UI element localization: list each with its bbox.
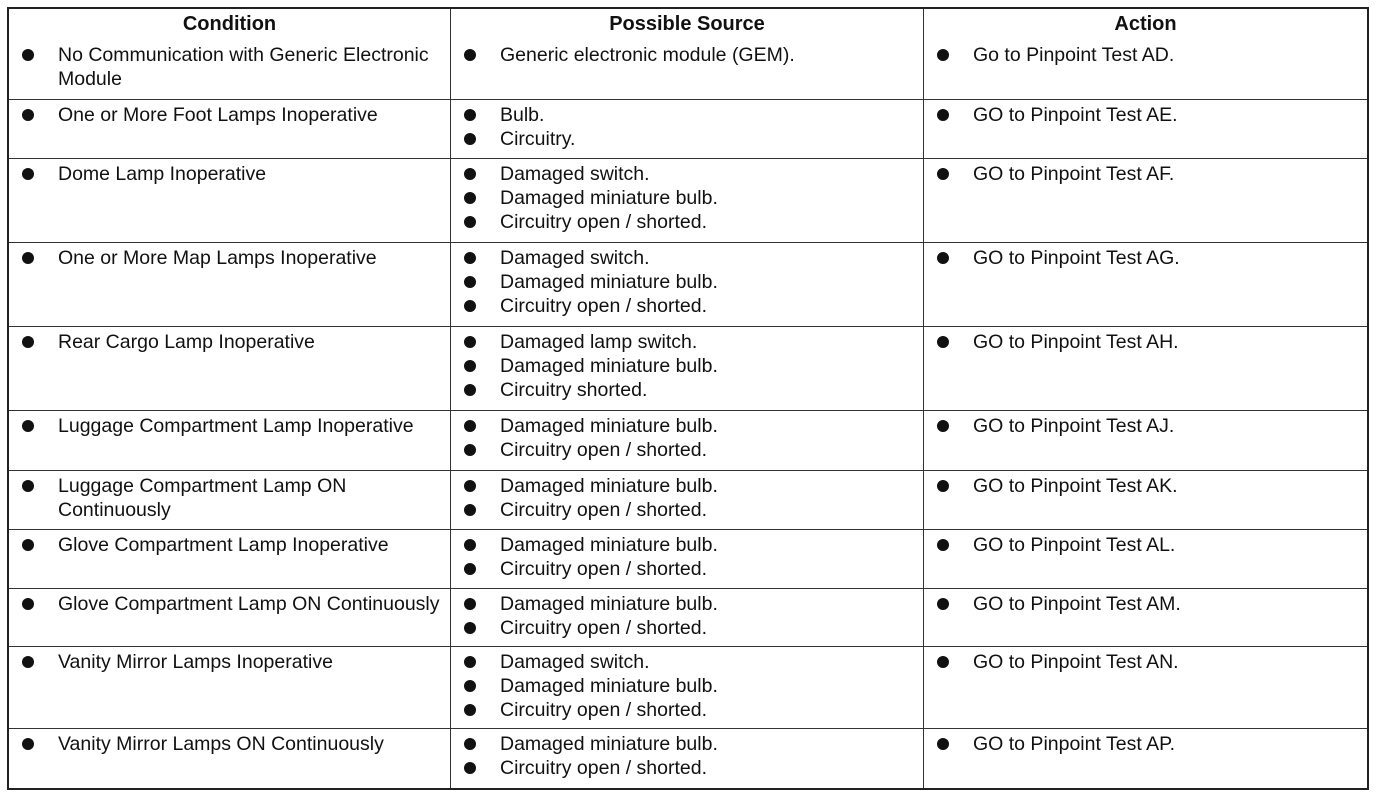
list-item <box>461 294 917 318</box>
bullet-icon <box>464 704 476 716</box>
source-text: Circuitry open / shorted. <box>500 617 708 639</box>
action-cell <box>924 159 1367 242</box>
list-item <box>19 592 444 616</box>
condition-cell <box>9 243 451 326</box>
list-item <box>461 732 917 756</box>
bullet-icon <box>937 109 949 121</box>
condition-cell <box>9 327 451 410</box>
bullet-icon <box>464 216 476 228</box>
bullet-icon <box>22 168 34 180</box>
source-text: Circuitry open / shorted. <box>500 439 708 461</box>
condition-cell <box>9 159 451 242</box>
bullet-icon <box>464 598 476 610</box>
possible-source-cell <box>451 471 924 529</box>
bullet-icon <box>464 336 476 348</box>
condition-text: Glove Compartment Lamp Inoperative <box>58 534 389 556</box>
action-cell <box>924 530 1367 588</box>
list-item <box>934 246 1361 270</box>
condition-cell <box>9 100 451 158</box>
list-item <box>934 330 1361 354</box>
action-cell <box>924 327 1367 410</box>
condition-cell <box>9 411 451 470</box>
table-body <box>9 40 1367 788</box>
action-text: GO to Pinpoint Test AL. <box>973 534 1176 556</box>
source-text: Bulb. <box>500 104 545 126</box>
source-text: Damaged switch. <box>500 651 650 673</box>
source-text: Generic electronic module (GEM). <box>500 44 795 66</box>
source-text: Damaged miniature bulb. <box>500 733 718 755</box>
action-cell <box>924 647 1367 728</box>
condition-text: Glove Compartment Lamp ON Continuously <box>58 593 440 615</box>
condition-cell <box>9 471 451 529</box>
table-row <box>9 588 1367 646</box>
condition-cell <box>9 729 451 788</box>
list-item <box>461 246 917 270</box>
possible-source-cell <box>451 327 924 410</box>
bullet-icon <box>937 539 949 551</box>
source-text: Damaged miniature bulb. <box>500 593 718 615</box>
condition-cell <box>9 530 451 588</box>
list-item <box>461 698 917 722</box>
bullet-icon <box>22 598 34 610</box>
list-item <box>461 438 917 462</box>
condition-cell <box>9 40 451 99</box>
bullet-icon <box>464 738 476 750</box>
table-row <box>9 158 1367 242</box>
list-item <box>461 474 917 498</box>
bullet-icon <box>22 480 34 492</box>
list-item <box>19 43 444 91</box>
bullet-icon <box>937 738 949 750</box>
source-text: Damaged miniature bulb. <box>500 675 718 697</box>
bullet-icon <box>937 480 949 492</box>
bullet-icon <box>464 444 476 456</box>
possible-source-cell <box>451 647 924 728</box>
table-header-row <box>9 9 1367 40</box>
list-item <box>934 103 1361 127</box>
table-row <box>9 410 1367 470</box>
bullet-icon <box>937 252 949 264</box>
source-text: Circuitry shorted. <box>500 379 648 401</box>
table-row <box>9 646 1367 728</box>
list-item <box>461 330 917 354</box>
list-item <box>19 650 444 674</box>
source-text: Damaged lamp switch. <box>500 331 698 353</box>
list-item <box>461 414 917 438</box>
table-row <box>9 99 1367 158</box>
list-item <box>19 732 444 756</box>
condition-text: Luggage Compartment Lamp ON Continuously <box>58 475 347 521</box>
bullet-icon <box>464 384 476 396</box>
source-text: Circuitry open / shorted. <box>500 499 708 521</box>
list-item <box>934 474 1361 498</box>
bullet-icon <box>937 49 949 61</box>
bullet-icon <box>464 168 476 180</box>
list-item <box>461 270 917 294</box>
list-item <box>461 592 917 616</box>
source-text: Circuitry open / shorted. <box>500 211 708 233</box>
action-text: GO to Pinpoint Test AH. <box>973 331 1179 353</box>
bullet-icon <box>937 598 949 610</box>
table-row <box>9 470 1367 529</box>
list-item <box>461 650 917 674</box>
bullet-icon <box>464 420 476 432</box>
bullet-icon <box>22 656 34 668</box>
condition-text: Vanity Mirror Lamps ON Continuously <box>58 733 384 755</box>
source-text: Circuitry open / shorted. <box>500 295 708 317</box>
bullet-icon <box>464 762 476 774</box>
bullet-icon <box>464 300 476 312</box>
action-cell <box>924 100 1367 158</box>
bullet-icon <box>937 656 949 668</box>
source-text: Damaged switch. <box>500 163 650 185</box>
source-text: Circuitry open / shorted. <box>500 558 708 580</box>
diagnosis-table <box>7 7 1369 790</box>
condition-cell <box>9 589 451 646</box>
action-text: GO to Pinpoint Test AG. <box>973 247 1180 269</box>
list-item <box>461 103 917 127</box>
header-possible-source: Possible Source <box>451 9 924 40</box>
possible-source-cell <box>451 589 924 646</box>
action-cell <box>924 40 1367 99</box>
table-row <box>9 40 1367 99</box>
action-text: GO to Pinpoint Test AP. <box>973 733 1175 755</box>
list-item <box>461 498 917 522</box>
action-cell <box>924 589 1367 646</box>
list-item <box>461 186 917 210</box>
list-item <box>461 43 917 67</box>
list-item <box>461 127 917 151</box>
source-text: Circuitry open / shorted. <box>500 699 708 721</box>
condition-text: Luggage Compartment Lamp Inoperative <box>58 415 414 437</box>
list-item <box>461 756 917 780</box>
bullet-icon <box>464 504 476 516</box>
bullet-icon <box>464 622 476 634</box>
list-item <box>19 330 444 354</box>
source-text: Damaged miniature bulb. <box>500 475 718 497</box>
condition-text: Vanity Mirror Lamps Inoperative <box>58 651 333 673</box>
bullet-icon <box>464 656 476 668</box>
bullet-icon <box>464 480 476 492</box>
list-item <box>461 533 917 557</box>
possible-source-cell <box>451 530 924 588</box>
source-text: Damaged miniature bulb. <box>500 187 718 209</box>
possible-source-cell <box>451 729 924 788</box>
condition-text: One or More Foot Lamps Inoperative <box>58 104 378 126</box>
source-text: Damaged switch. <box>500 247 650 269</box>
list-item <box>19 246 444 270</box>
condition-text: No Communication with Generic Electronic Module <box>58 44 429 90</box>
bullet-icon <box>464 109 476 121</box>
bullet-icon <box>937 336 949 348</box>
condition-text: One or More Map Lamps Inoperative <box>58 247 377 269</box>
action-text: Go to Pinpoint Test AD. <box>973 44 1175 66</box>
table-row <box>9 728 1367 788</box>
header-action: Action <box>1114 13 1177 35</box>
bullet-icon <box>22 539 34 551</box>
bullet-icon <box>464 49 476 61</box>
possible-source-cell <box>451 159 924 242</box>
list-item <box>19 474 444 522</box>
bullet-icon <box>464 276 476 288</box>
bullet-icon <box>464 252 476 264</box>
action-cell <box>924 411 1367 470</box>
bullet-icon <box>464 133 476 145</box>
table-row <box>9 326 1367 410</box>
condition-text: Dome Lamp Inoperative <box>58 163 267 185</box>
action-text: GO to Pinpoint Test AF. <box>973 163 1175 185</box>
action-text: GO to Pinpoint Test AN. <box>973 651 1179 673</box>
bullet-icon <box>22 109 34 121</box>
list-item <box>934 43 1361 67</box>
list-item <box>461 557 917 581</box>
list-item <box>461 674 917 698</box>
possible-source-cell <box>451 40 924 99</box>
list-item <box>19 103 444 127</box>
bullet-icon <box>22 252 34 264</box>
action-cell <box>924 243 1367 326</box>
action-text: GO to Pinpoint Test AM. <box>973 593 1181 615</box>
source-text: Damaged miniature bulb. <box>500 415 718 437</box>
bullet-icon <box>464 563 476 575</box>
list-item <box>461 378 917 402</box>
bullet-icon <box>937 420 949 432</box>
action-cell <box>924 471 1367 529</box>
source-text: Circuitry. <box>500 128 576 150</box>
table-row <box>9 529 1367 588</box>
list-item <box>934 162 1361 186</box>
list-item <box>934 592 1361 616</box>
list-item <box>461 162 917 186</box>
bullet-icon <box>464 360 476 372</box>
condition-text: Rear Cargo Lamp Inoperative <box>58 331 315 353</box>
list-item <box>934 732 1361 756</box>
action-text: GO to Pinpoint Test AE. <box>973 104 1178 126</box>
source-text: Damaged miniature bulb. <box>500 355 718 377</box>
bullet-icon <box>464 539 476 551</box>
possible-source-cell <box>451 100 924 158</box>
list-item <box>934 414 1361 438</box>
list-item <box>934 650 1361 674</box>
header-condition: Condition <box>9 9 451 40</box>
list-item <box>461 354 917 378</box>
list-item <box>934 533 1361 557</box>
list-item <box>19 414 444 438</box>
list-item <box>19 533 444 557</box>
bullet-icon <box>22 738 34 750</box>
source-text: Damaged miniature bulb. <box>500 534 718 556</box>
bullet-icon <box>22 49 34 61</box>
table-row <box>9 242 1367 326</box>
possible-source-cell <box>451 243 924 326</box>
action-cell <box>924 729 1367 788</box>
source-text: Circuitry open / shorted. <box>500 757 708 779</box>
bullet-icon <box>464 680 476 692</box>
condition-cell <box>9 647 451 728</box>
action-text: GO to Pinpoint Test AK. <box>973 475 1178 497</box>
bullet-icon <box>22 420 34 432</box>
list-item <box>461 210 917 234</box>
action-text: GO to Pinpoint Test AJ. <box>973 415 1175 437</box>
possible-source-cell <box>451 411 924 470</box>
bullet-icon <box>937 168 949 180</box>
bullet-icon <box>464 192 476 204</box>
list-item <box>19 162 444 186</box>
bullet-icon <box>22 336 34 348</box>
source-text: Damaged miniature bulb. <box>500 271 718 293</box>
list-item <box>461 616 917 640</box>
